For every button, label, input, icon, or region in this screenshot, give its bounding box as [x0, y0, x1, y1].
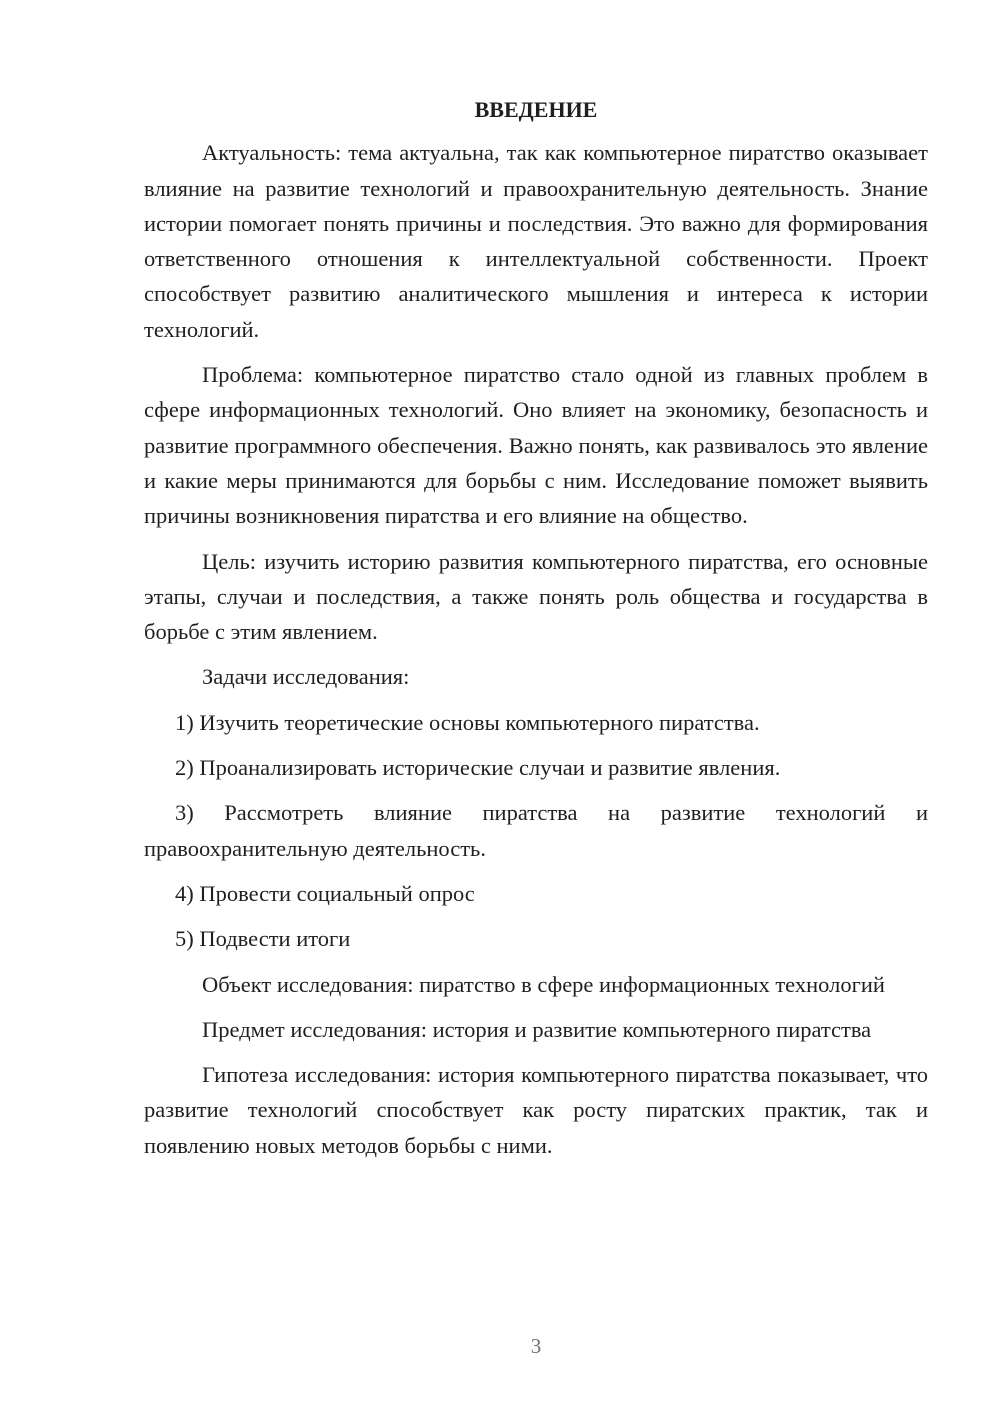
paragraph-hypothesis: Гипотеза исследования: история компьютерного пиратства показывает, что развитие технологий способствует как росту пиратских практик, так и появлению новых методов борьбы с ними. — [144, 1062, 928, 1158]
page-title: ВВЕДЕНИЕ — [474, 97, 598, 122]
paragraph-goal: Цель: изучить историю развития компьютерного пиратства, его основные этапы, случаи и последствия, а также понять роль общества и государства в борьбе с этим явлением. — [144, 548, 928, 645]
paragraph-object: Объект исследования: пиратство в сфере информационных технологий — [202, 971, 885, 997]
paragraph-subject: Предмет исследования: история и развитие компьютерного пиратства — [202, 1016, 872, 1042]
task-item-4: 4) Провести социальный опрос — [175, 880, 475, 906]
page-content — [144, 92, 928, 1173]
paragraph-problem: Проблема: компьютерное пиратство стало одной из главных проблем в сфере информационных технологий. Оно влияет на экономику, безопасность и развитие программного обеспечения. Важно понять, как развивалось это явление и какие меры принимаются для борьбы с ним. Исследование поможет выявить причины возникновения пиратства и его влияние на общество. — [144, 362, 928, 529]
task-item-1: 1) Изучить теоретические основы компьютерного пиратства. — [175, 709, 760, 735]
paragraph-relevance: Актуальность: тема актуальна, так как компьютерное пиратство оказывает влияние на развитие технологий и правоохранительную деятельность. Знание истории помогает понять причины и последствия. Это важно для формирования ответственного отношения к интеллектуальной собственности. Проект способствует развитию аналитического мышления и интереса к истории технологий. — [144, 140, 928, 342]
task-item-3: 3) Рассмотреть влияние пиратства на развитие технологий и правоохранительную деятельность. — [144, 800, 928, 861]
page-number: 3 — [530, 1334, 542, 1358]
paragraph-tasks-heading: Задачи исследования: — [202, 664, 410, 690]
task-item-5: 5) Подвести итоги — [175, 926, 351, 952]
task-item-2: 2) Проанализировать исторические случаи и развитие явления. — [175, 755, 781, 781]
